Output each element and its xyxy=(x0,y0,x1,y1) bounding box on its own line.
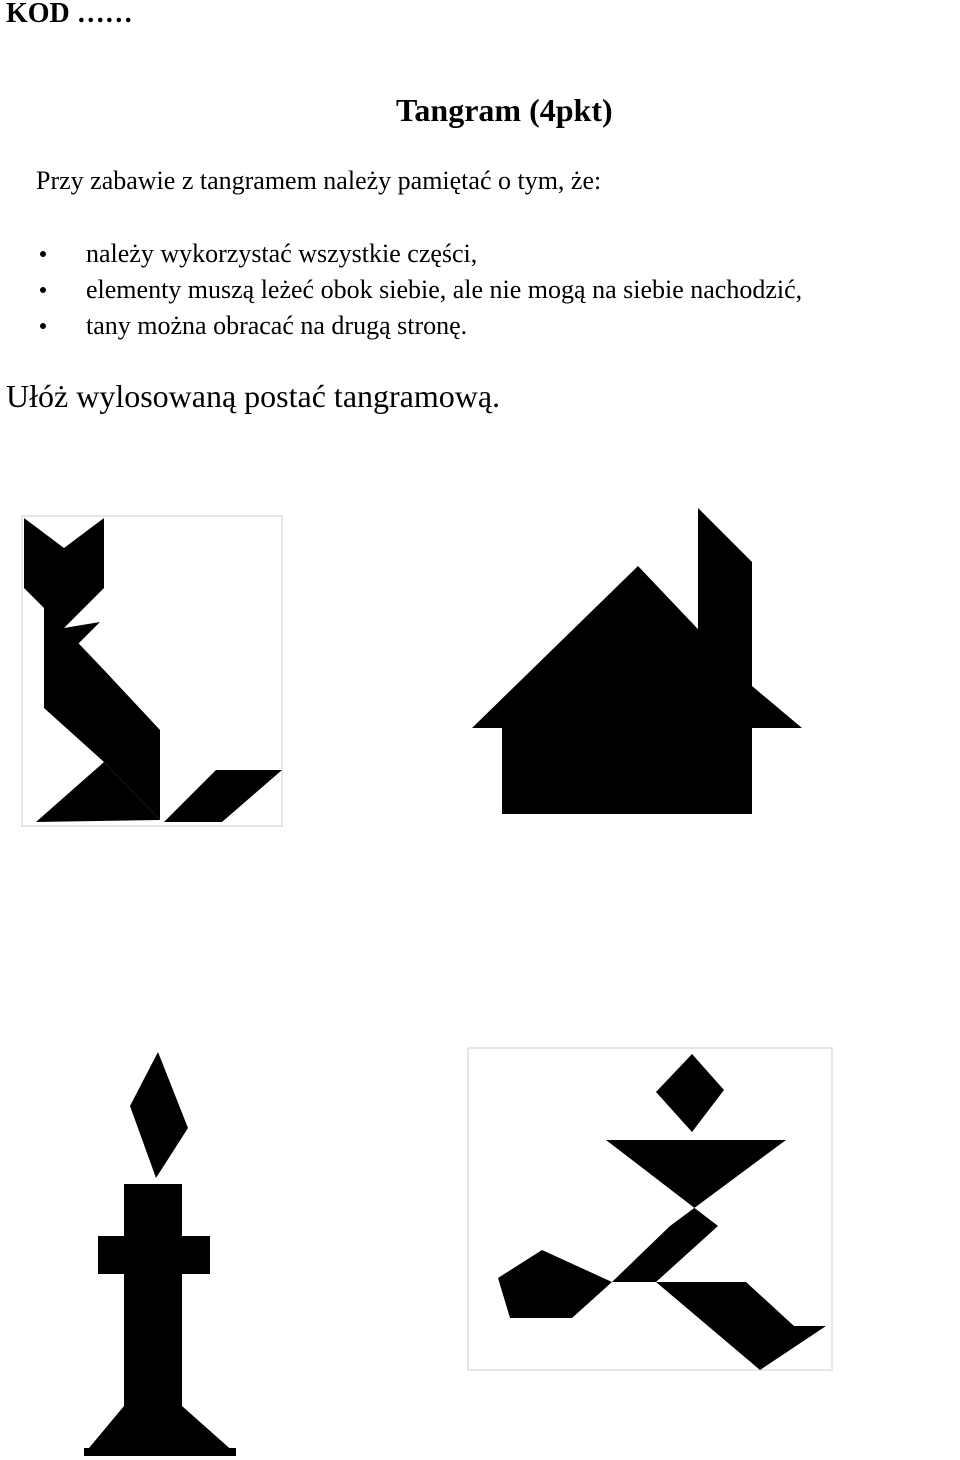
rule-text: tany można obracać na drugą stronę. xyxy=(86,311,468,340)
intro-text: Przy zabawie z tangramem należy pamiętać o tym, że: xyxy=(36,166,602,195)
running-man-figure xyxy=(460,1040,840,1380)
rule-text: elementy muszą leżeć obok siebie, ale nie mogą na siebie nachodzić, xyxy=(86,275,803,304)
bullet-icon xyxy=(40,287,46,293)
list-item xyxy=(38,272,802,308)
page-title: Tangram (4pkt) xyxy=(396,92,613,128)
candle-figure xyxy=(60,1040,280,1460)
list-item xyxy=(38,308,802,344)
task-text: Ułóż wylosowaną postać tangramową. xyxy=(6,378,501,414)
cat-figure xyxy=(0,500,300,840)
rule-text: należy wykorzystać wszystkie części, xyxy=(86,239,478,268)
code-label: KOD …… xyxy=(6,0,133,29)
list-item xyxy=(38,236,802,272)
bullet-icon xyxy=(40,251,46,257)
house-figure xyxy=(460,500,820,830)
rules-list xyxy=(38,236,802,344)
bullet-icon xyxy=(40,323,46,329)
